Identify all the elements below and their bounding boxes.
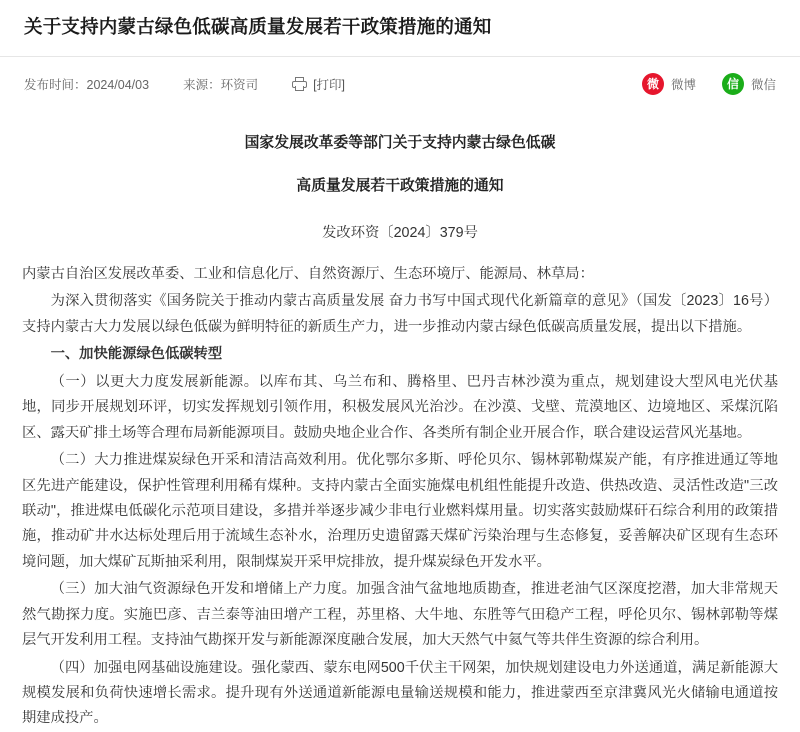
print-label: [打印] xyxy=(313,77,346,92)
weibo-label: 微博 xyxy=(670,77,696,92)
doc-center-title-line2: 高质量发展若干政策措施的通知 xyxy=(296,177,504,194)
doc-number: 发改环资〔2024〕379号 xyxy=(322,224,478,241)
section-1-title: 一、加快能源绿色低碳转型 xyxy=(50,346,223,363)
intro-paragraph: 为深入贯彻落实《国务院关于推动内蒙古高质量发展 奋力书写中国式现代化新篇章的意见》（国发〔2023〕16号）支持内蒙古大力发展以绿色低碳为鲜明特征的新质生产力，进一步推动内蒙古绿色低碳高质量发展，提出以下措施。 xyxy=(22,293,778,335)
meta-bar xyxy=(0,57,800,111)
weibo-icon: 微 xyxy=(642,73,664,95)
share-weibo-button[interactable] xyxy=(642,73,696,95)
share-weixin-button[interactable] xyxy=(722,73,776,95)
page-title: 关于支持内蒙古绿色低碳高质量发展若干政策措施的通知 xyxy=(24,16,492,37)
weixin-icon: 信 xyxy=(722,73,744,95)
recipient-line: 内蒙古自治区发展改革委、工业和信息化厅、自然资源厅、生态环境厅、能源局、林草局： xyxy=(22,266,594,283)
paragraph-1-1: （一）以更大力度发展新能源。以库布其、乌兰布和、腾格里、巴丹吉林沙漠为重点，规划建设大型风电光伏基地，同步开展规划环评，切实发挥规划引领作用，积极发展风光治沙。在沙漠、戈壁、荒漠地区、边境地区、采煤沉陷区、露天矿排土场等合理布局新能源项目。鼓励央地企业合作、各类所有制企业开展合作，联合建设运营风光基地。 xyxy=(22,373,778,441)
paragraph-1-4: （四）加强电网基础设施建设。强化蒙西、蒙东电网500千伏主干网架，加快规划建设电力外送通道，满足新能源大规模发展和负荷快速增长需求。提升现有外送通道新能源电量输送规模和能力，推进蒙西至京津冀风光火储输电通道按期建成投产。 xyxy=(22,659,778,727)
print-button[interactable] xyxy=(292,75,345,93)
document-body xyxy=(0,111,800,732)
doc-center-title-line1: 国家发展改革委等部门关于支持内蒙古绿色低碳 xyxy=(244,134,556,151)
weixin-label: 微信 xyxy=(750,77,776,92)
paragraph-1-3: （三）加大油气资源绿色开发和增储上产力度。加强含油气盆地地质勘查，推进老油气区深度挖潜，加大非常规天然气勘探力度。实施巴彦、吉兰泰等油田增产工程，苏里格、大牛地、东胜等气田稳产工程，呼伦贝尔、锡林郭勒等煤层气开发利用工程。支持油气勘探开发与新能源深度融合发展，加大天然气中氦气等共伴生资源的综合利用。 xyxy=(22,581,778,649)
paragraph-1-2: （二）大力推进煤炭绿色开采和清洁高效利用。优化鄂尔多斯、呼伦贝尔、锡林郭勒煤炭产能，有序推进通辽等地区先进产能建设，保护性管理利用稀有煤种。支持内蒙古全面实施煤电机组性能提升改造、供热改造、灵活性改造"三改联动"，推进煤电低碳化示范项目建设，多措并举逐步减少非电行业燃料煤用量。切实落实鼓励煤矸石综合利用的政策措施，推动矿井水达标处理后用于流域生态补水，治理历史遗留露天煤矿污染治理与生态修复，妥善解决矿区现有生态环境问题，加大煤矿瓦斯抽采利用，限制煤炭开采甲烷排放，提升煤炭绿色开发水平。 xyxy=(22,452,778,570)
printer-icon xyxy=(292,77,307,91)
publish-time: 发布时间：2024/04/03 xyxy=(24,77,150,92)
source: 来源：环资司 xyxy=(183,77,259,92)
page-header xyxy=(0,0,800,56)
